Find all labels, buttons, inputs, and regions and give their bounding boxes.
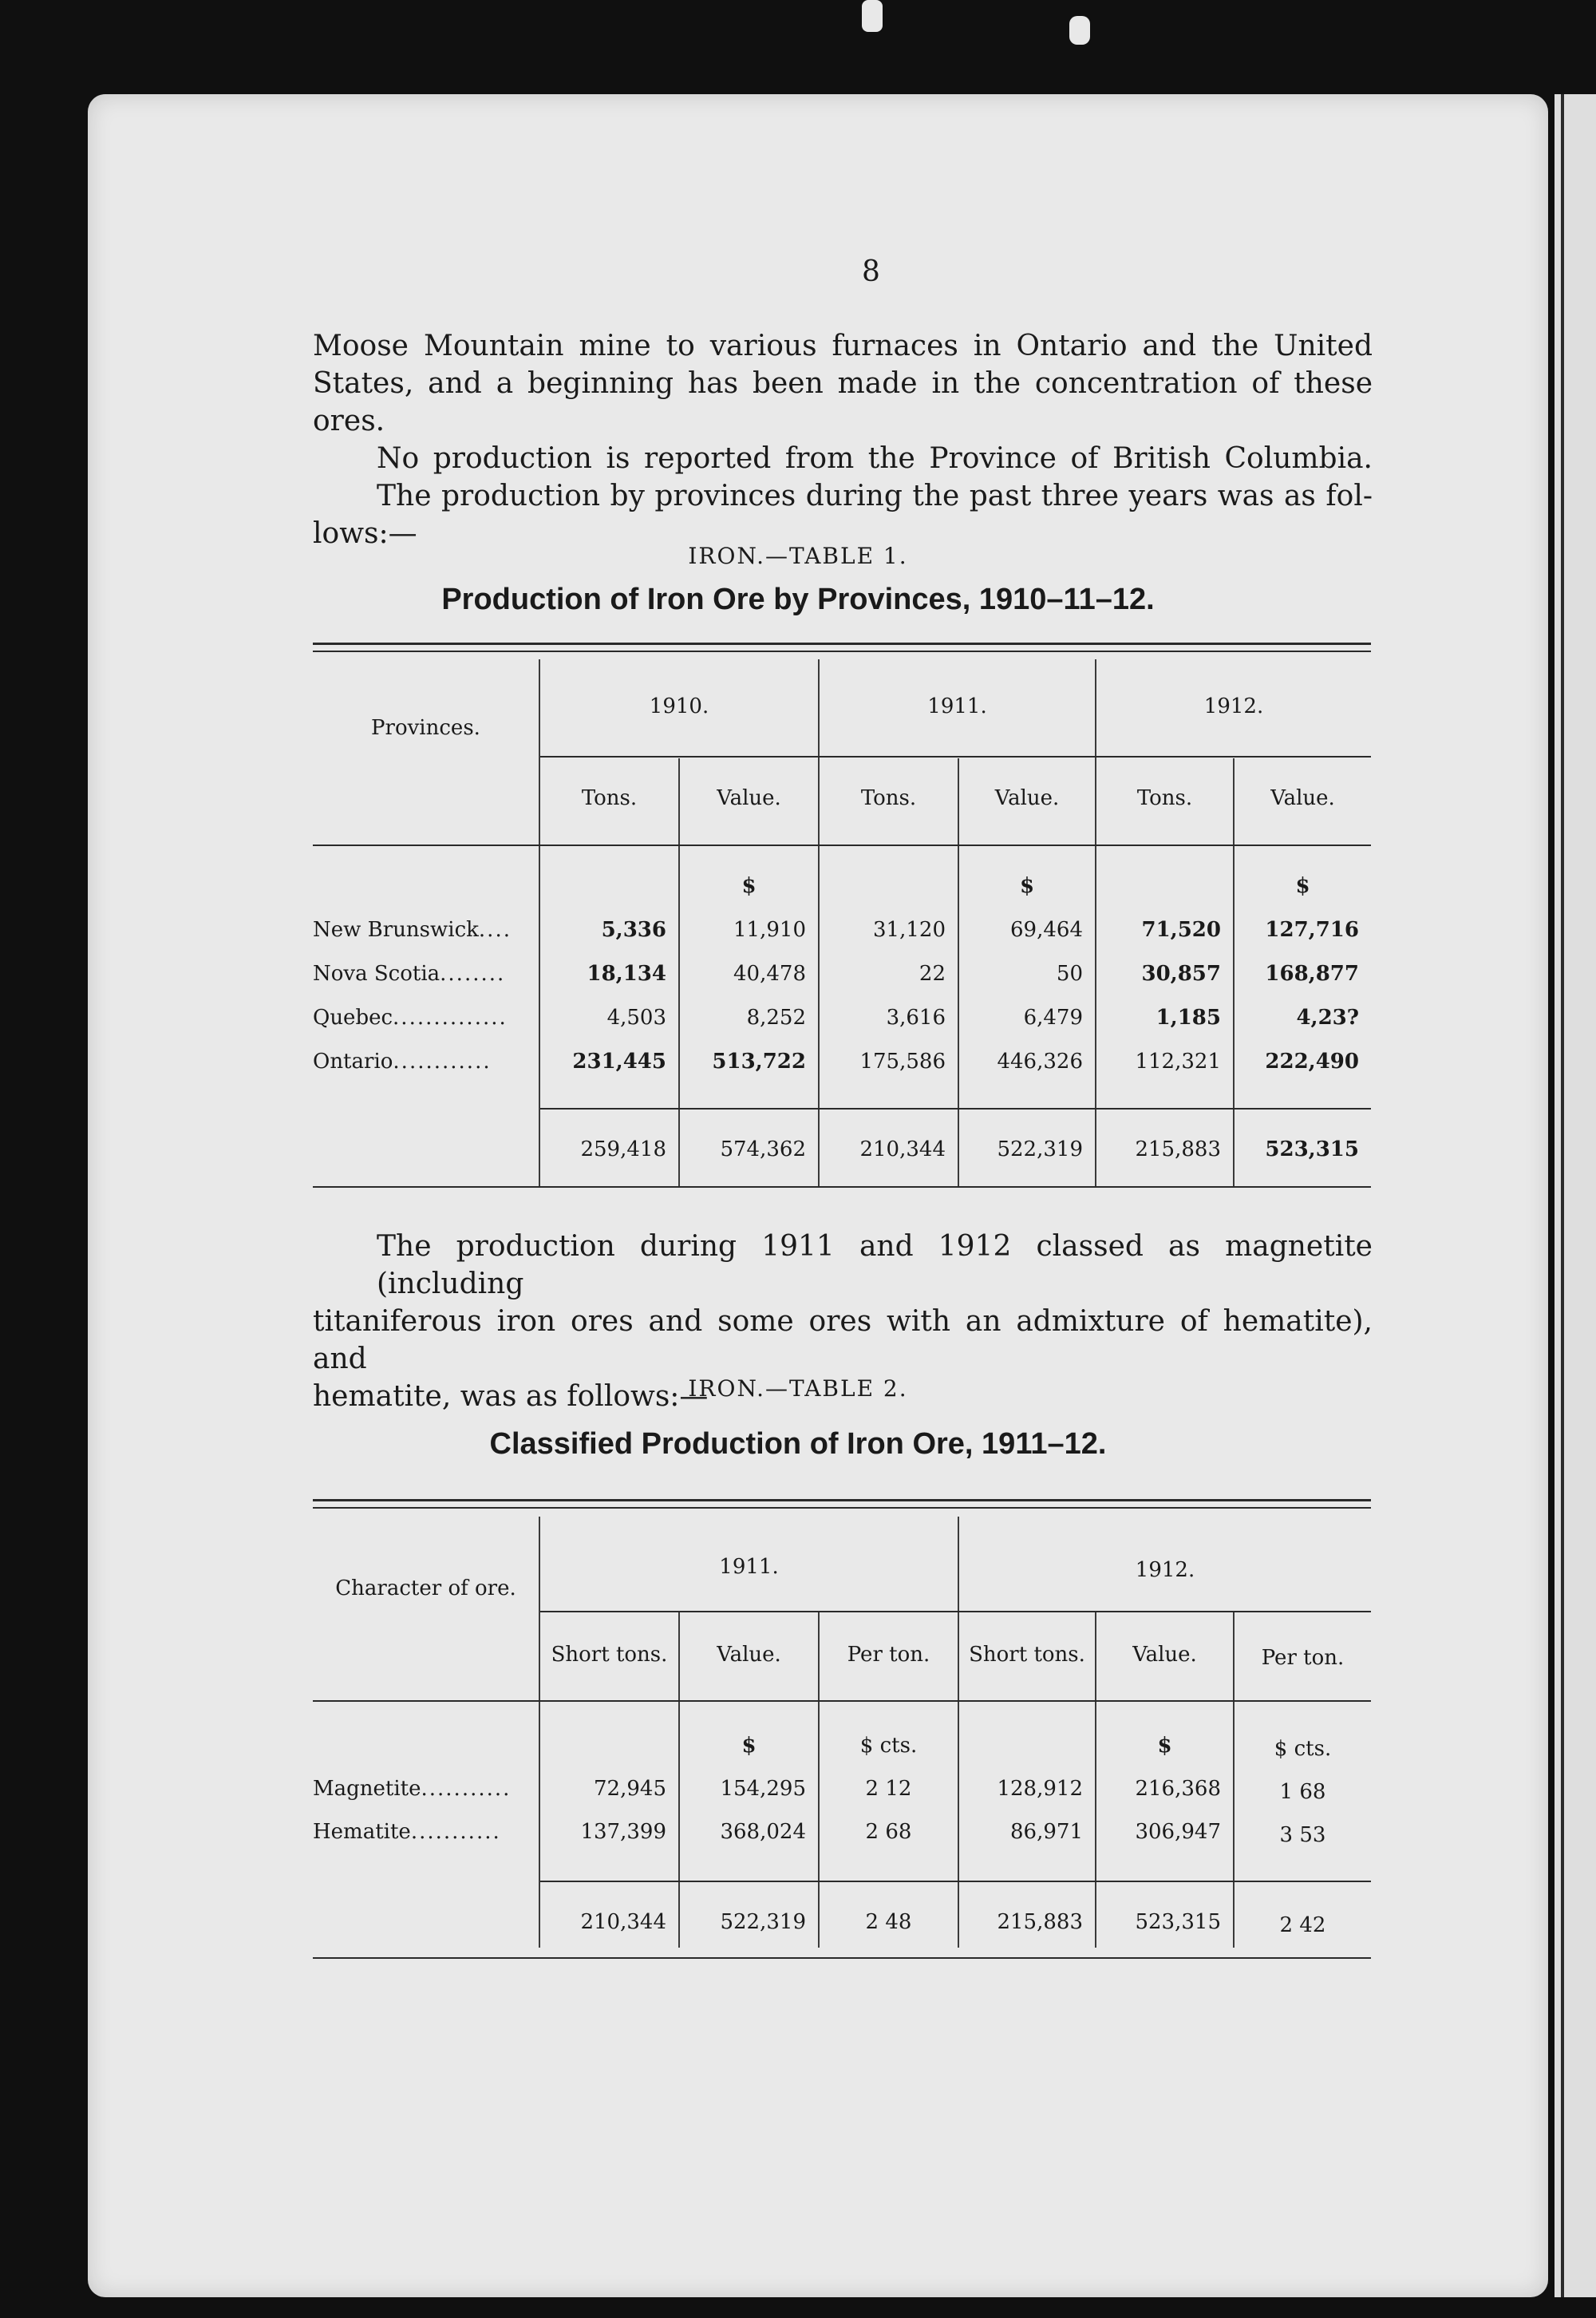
film-mark-left bbox=[862, 0, 883, 32]
table1-cell: 69,464 bbox=[1010, 918, 1083, 942]
table1-cell: 5,336 bbox=[601, 918, 666, 942]
table1-cell: 4,23? bbox=[1296, 1006, 1359, 1030]
table2-subheader: Value. bbox=[1132, 1643, 1197, 1667]
table1-currency: $ bbox=[741, 874, 757, 898]
table1-cell: 4,503 bbox=[606, 1006, 666, 1030]
table1-cell: 168,877 bbox=[1265, 962, 1359, 986]
table1-cell: 446,326 bbox=[997, 1050, 1083, 1074]
table1-cell: 175,586 bbox=[859, 1050, 946, 1074]
table2-cell: 2 12 bbox=[865, 1777, 912, 1801]
table1-subheader: Value. bbox=[1270, 786, 1335, 810]
table1-cell: 3,616 bbox=[886, 1006, 946, 1030]
table2-row-label: Hematite........... bbox=[313, 1820, 501, 1844]
table1-subheader: Tons. bbox=[581, 786, 638, 810]
table1-year-1912: 1912. bbox=[1203, 694, 1264, 718]
table1-cell: 18,134 bbox=[587, 962, 666, 986]
adjacent-page-edge bbox=[1555, 94, 1596, 2297]
table1-row-label: Nova Scotia........ bbox=[313, 962, 506, 986]
table1-stub-header: Provinces. bbox=[371, 716, 480, 740]
table1-cell: 222,490 bbox=[1265, 1050, 1359, 1074]
table2-unit: $ cts. bbox=[859, 1734, 918, 1758]
table1-subheader: Tons. bbox=[860, 786, 917, 810]
table2-total: 215,883 bbox=[997, 1910, 1083, 1934]
table1-row-label: New Brunswick.... bbox=[313, 918, 512, 942]
intro-line: Moose Mountain mine to various furnaces in Ontario and the United bbox=[313, 330, 1373, 362]
table1-cell: 231,445 bbox=[572, 1050, 666, 1074]
table2-subheader: Value. bbox=[717, 1643, 781, 1667]
table1-cell: 30,857 bbox=[1141, 962, 1221, 986]
table2-subheader: Per ton. bbox=[847, 1643, 930, 1667]
table1-cell: 1,185 bbox=[1156, 1006, 1221, 1030]
table2-cell: 2 68 bbox=[865, 1820, 912, 1844]
table2-total: 523,315 bbox=[1135, 1910, 1221, 1934]
page-number: 8 bbox=[862, 255, 880, 288]
table1-subheader: Value. bbox=[717, 786, 781, 810]
table2-total: 2 48 bbox=[865, 1910, 912, 1934]
table2-total: 210,344 bbox=[580, 1910, 666, 1934]
table2-total: 2 42 bbox=[1279, 1913, 1326, 1937]
table1-total: 522,319 bbox=[997, 1137, 1083, 1161]
table2-total: 522,319 bbox=[720, 1910, 806, 1934]
table1-caption: IRON.—TABLE 1. bbox=[688, 543, 908, 569]
intro-line: States, and a beginning has been made in the concentration of these ores. bbox=[313, 367, 1373, 437]
table2-year-1911: 1911. bbox=[719, 1555, 779, 1579]
table1-year-1911: 1911. bbox=[927, 694, 987, 718]
table1-cell: 22 bbox=[918, 962, 946, 986]
table2-cell: 72,945 bbox=[594, 1777, 666, 1801]
table1-cell: 31,120 bbox=[873, 918, 946, 942]
table1-subheader: Value. bbox=[994, 786, 1060, 810]
table2-subheader: Per ton. bbox=[1261, 1646, 1345, 1670]
table1-total: 574,362 bbox=[720, 1137, 806, 1161]
table2-cell: 86,971 bbox=[1010, 1820, 1083, 1844]
table2-unit: $ cts. bbox=[1274, 1737, 1332, 1761]
table1-row-label: Ontario............ bbox=[313, 1050, 492, 1074]
intro-line: The production by provinces during the past three years was as fol- bbox=[377, 480, 1373, 512]
table2-title: Classified Production of Iron Ore, 1911–12. bbox=[489, 1427, 1107, 1461]
table2-cell: 306,947 bbox=[1135, 1820, 1221, 1844]
table1-total: 523,315 bbox=[1265, 1137, 1359, 1161]
table1-total: 215,883 bbox=[1135, 1137, 1221, 1161]
table1-row-label: Quebec.............. bbox=[313, 1006, 508, 1030]
table2-subheader: Short tons. bbox=[551, 1643, 668, 1667]
table1-year-1910: 1910. bbox=[649, 694, 709, 718]
middle-line: hematite, was as follows:— bbox=[313, 1380, 709, 1413]
table1-title: Production of Iron Ore by Provinces, 1910–11–12. bbox=[441, 583, 1155, 616]
table2-year-1912: 1912. bbox=[1135, 1558, 1195, 1582]
table2-row-label: Magnetite........... bbox=[313, 1777, 512, 1801]
table2-caption: IRON.—TABLE 2. bbox=[688, 1375, 908, 1402]
table1-total: 210,344 bbox=[859, 1137, 946, 1161]
table2-cell: 216,368 bbox=[1135, 1777, 1221, 1801]
intro-line: lows:— bbox=[313, 517, 417, 550]
table1-cell: 71,520 bbox=[1141, 918, 1221, 942]
intro-paragraph bbox=[313, 327, 1373, 552]
table2-unit: $ bbox=[741, 1734, 757, 1758]
table2-cell: 3 53 bbox=[1279, 1823, 1326, 1847]
table1-total: 259,418 bbox=[580, 1137, 666, 1161]
table1-cell: 127,716 bbox=[1265, 918, 1359, 942]
table1-cell: 50 bbox=[1056, 962, 1083, 986]
table2-cell: 368,024 bbox=[720, 1820, 806, 1844]
table1-cell: 112,321 bbox=[1135, 1050, 1221, 1074]
table1-currency: $ bbox=[1019, 874, 1035, 898]
table1-cell: 6,479 bbox=[1023, 1006, 1083, 1030]
table1-cell: 11,910 bbox=[733, 918, 806, 942]
table1-cell: 8,252 bbox=[746, 1006, 806, 1030]
table2-unit: $ bbox=[1157, 1734, 1172, 1758]
table1-cell: 513,722 bbox=[712, 1050, 806, 1074]
table1-subheader: Tons. bbox=[1136, 786, 1193, 810]
table2-cell: 1 68 bbox=[1279, 1780, 1326, 1804]
table2-stub-header: Character of ore. bbox=[335, 1576, 516, 1600]
table2-cell: 154,295 bbox=[720, 1777, 806, 1801]
intro-line: No production is reported from the Province of British Columbia. bbox=[377, 442, 1373, 475]
table1-currency: $ bbox=[1295, 874, 1310, 898]
table2-subheader: Short tons. bbox=[969, 1643, 1085, 1667]
film-mark-right bbox=[1069, 16, 1090, 45]
table2-cell: 137,399 bbox=[580, 1820, 666, 1844]
middle-line: The production during 1911 and 1912 classed as magnetite (including bbox=[377, 1230, 1373, 1300]
middle-line: titaniferous iron ores and some ores with an admixture of hematite), and bbox=[313, 1305, 1373, 1375]
table2-cell: 128,912 bbox=[997, 1777, 1083, 1801]
table1-cell: 40,478 bbox=[733, 962, 806, 986]
